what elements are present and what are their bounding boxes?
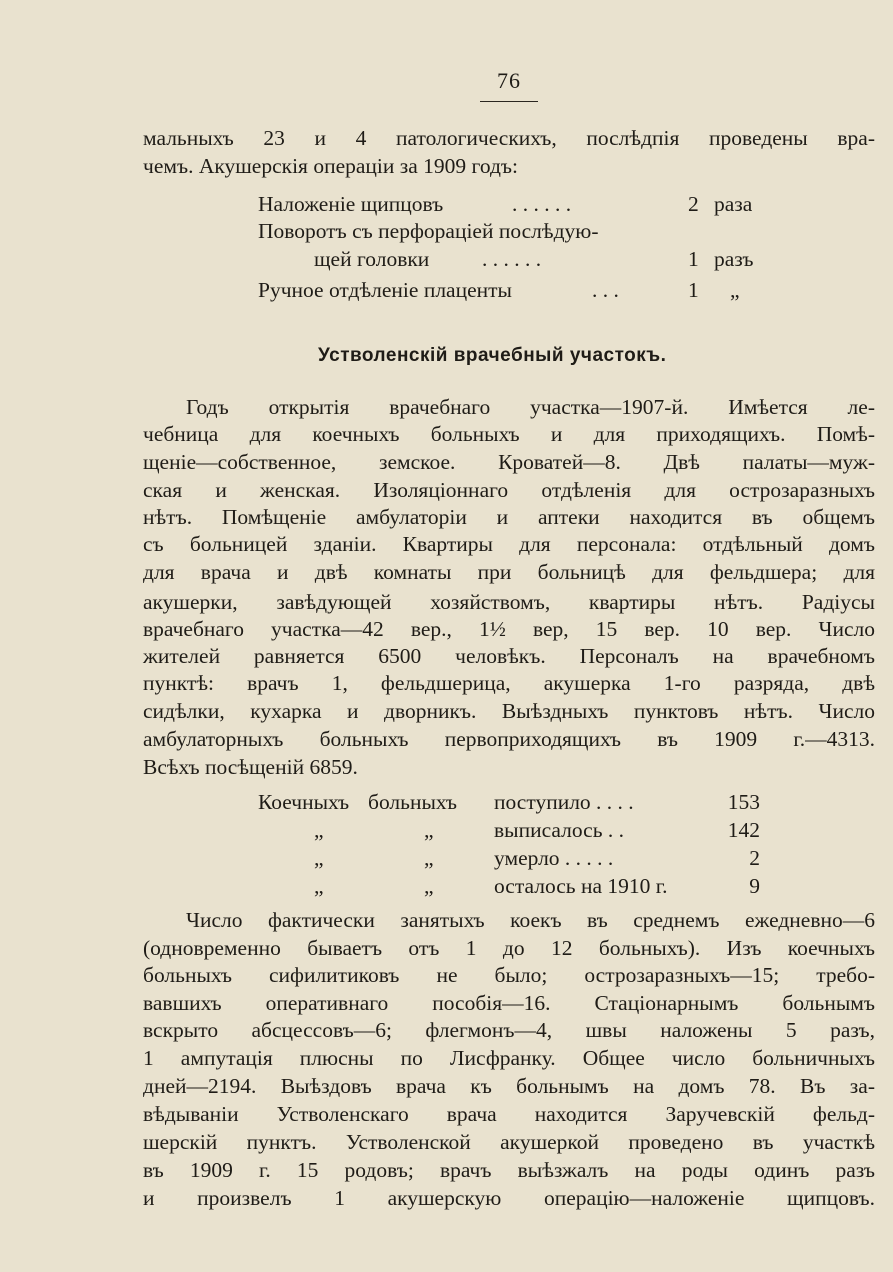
table-cell: поступило . . . . xyxy=(494,790,634,814)
text-line: Число фактически занятыхъ коекъ въ среднемъ ежедневно—6 xyxy=(186,908,875,932)
operation-count: 1 xyxy=(688,247,699,271)
text-line: Всѣхъ посѣщеній 6859. xyxy=(143,755,358,779)
operation-dots: . . . xyxy=(592,278,619,302)
operation-label: Наложеніе щипцовъ xyxy=(258,192,444,216)
text-line: 1 ампутація плюсны по Лисфранку. Общее число больничныхъ xyxy=(143,1046,875,1070)
table-cell: „ xyxy=(314,846,324,870)
text-line: больныхъ сифилитиковъ не было; острозаразныхъ—15; требо- xyxy=(143,963,875,987)
operation-count: 1 xyxy=(688,278,699,302)
text-line: щеніе—собственное, земское. Кроватей—8. Двѣ палаты—муж- xyxy=(143,450,875,474)
operation-unit: „ xyxy=(730,278,740,302)
table-cell: „ xyxy=(314,818,324,842)
text-line: въ 1909 г. 15 родовъ; врачъ выѣзжалъ на роды одинъ разъ xyxy=(143,1158,875,1182)
table-cell: умерло . . . . . xyxy=(494,846,614,870)
text-line: чебница для коечныхъ больныхъ и для приходящихъ. Помѣ- xyxy=(143,422,875,446)
table-value: 142 xyxy=(727,818,760,842)
table-cell: „ xyxy=(424,846,434,870)
page-number: 76 xyxy=(497,68,521,93)
operation-label: щей головки xyxy=(314,247,430,271)
text-line: и произвелъ 1 акушерскую операцію—наложеніе щипцовъ. xyxy=(143,1186,875,1210)
text-line: амбулаторныхъ больныхъ первоприходящихъ въ 1909 г.—4313. xyxy=(143,727,875,751)
operation-unit: раза xyxy=(714,192,753,216)
text-line: для врача и двѣ комнаты при больницѣ для фельдшера; для xyxy=(143,560,875,584)
text-line: мальныхъ 23 и 4 патологическихъ, послѣдпія проведены вра- xyxy=(143,126,875,150)
text-line: ская и женская. Изоляціоннаго отдѣленія для острозаразныхъ xyxy=(143,478,875,502)
table-cell: Коечныхъ xyxy=(258,790,350,814)
text-line: вавшихъ оперативнаго пособія—16. Стаціонарнымъ больнымъ xyxy=(143,991,875,1015)
table-cell: „ xyxy=(424,874,434,898)
operation-label: Поворотъ съ перфораціей послѣдую- xyxy=(258,219,599,243)
text-line: нѣтъ. Помѣщеніе амбулаторіи и аптеки находится въ общемъ xyxy=(143,505,875,529)
table-cell: больныхъ xyxy=(368,790,457,814)
operation-unit: разъ xyxy=(714,247,754,271)
text-line: Годъ открытія врачебнаго участка—1907-й. Имѣется ле- xyxy=(186,395,875,419)
operation-count: 2 xyxy=(688,192,699,216)
table-cell: осталось на 1910 г. xyxy=(494,874,668,898)
table-value: 9 xyxy=(749,874,760,898)
text-line: шерскій пунктъ. Устволенской акушеркой проведено въ участкѣ xyxy=(143,1130,875,1154)
text-line: пунктѣ: врачъ 1, фельдшерица, акушерка 1-го разряда, двѣ xyxy=(143,671,875,695)
text-line: чемъ. Акушерскія операціи за 1909 годъ: xyxy=(143,154,519,178)
text-line: жителей равняется 6500 человѣкъ. Персоналъ на врачебномъ xyxy=(143,644,875,668)
text-line: сидѣлки, кухарка и дворникъ. Выѣздныхъ пунктовъ нѣтъ. Число xyxy=(143,699,875,723)
operation-dots: . . . . . . xyxy=(482,247,542,271)
page-number-rule xyxy=(480,101,538,102)
text-line: съ больницей зданіи. Квартиры для персонала: отдѣльный домъ xyxy=(143,532,875,556)
operation-label: Ручное отдѣленіе плаценты xyxy=(258,278,512,302)
table-cell: „ xyxy=(424,818,434,842)
table-value: 2 xyxy=(749,846,760,870)
text-line: вѣдываніи Устволенскаго врача находится Заручевскій фельд- xyxy=(143,1102,875,1126)
table-value: 153 xyxy=(727,790,760,814)
text-line: (одновременно бываетъ отъ 1 до 12 больныхъ). Изъ коечныхъ xyxy=(143,936,875,960)
text-line: вскрыто абсцессовъ—6; флегмонъ—4, швы наложены 5 разъ, xyxy=(143,1018,875,1042)
section-title: Устволенскій врачебный участокъ. xyxy=(318,345,667,366)
table-cell: выписалось . . xyxy=(494,818,625,842)
operation-dots: . . . . . . xyxy=(512,192,572,216)
text-line: акушерки, завѣдующей хозяйствомъ, квартиры нѣтъ. Радіусы xyxy=(143,590,875,614)
text-line: врачебнаго участка—42 вер., 1½ вер, 15 вер. 10 вер. Число xyxy=(143,617,875,641)
text-line: дней—2194. Выѣздовъ врача къ больнымъ на домъ 78. Въ за- xyxy=(143,1074,875,1098)
table-cell: „ xyxy=(314,874,324,898)
